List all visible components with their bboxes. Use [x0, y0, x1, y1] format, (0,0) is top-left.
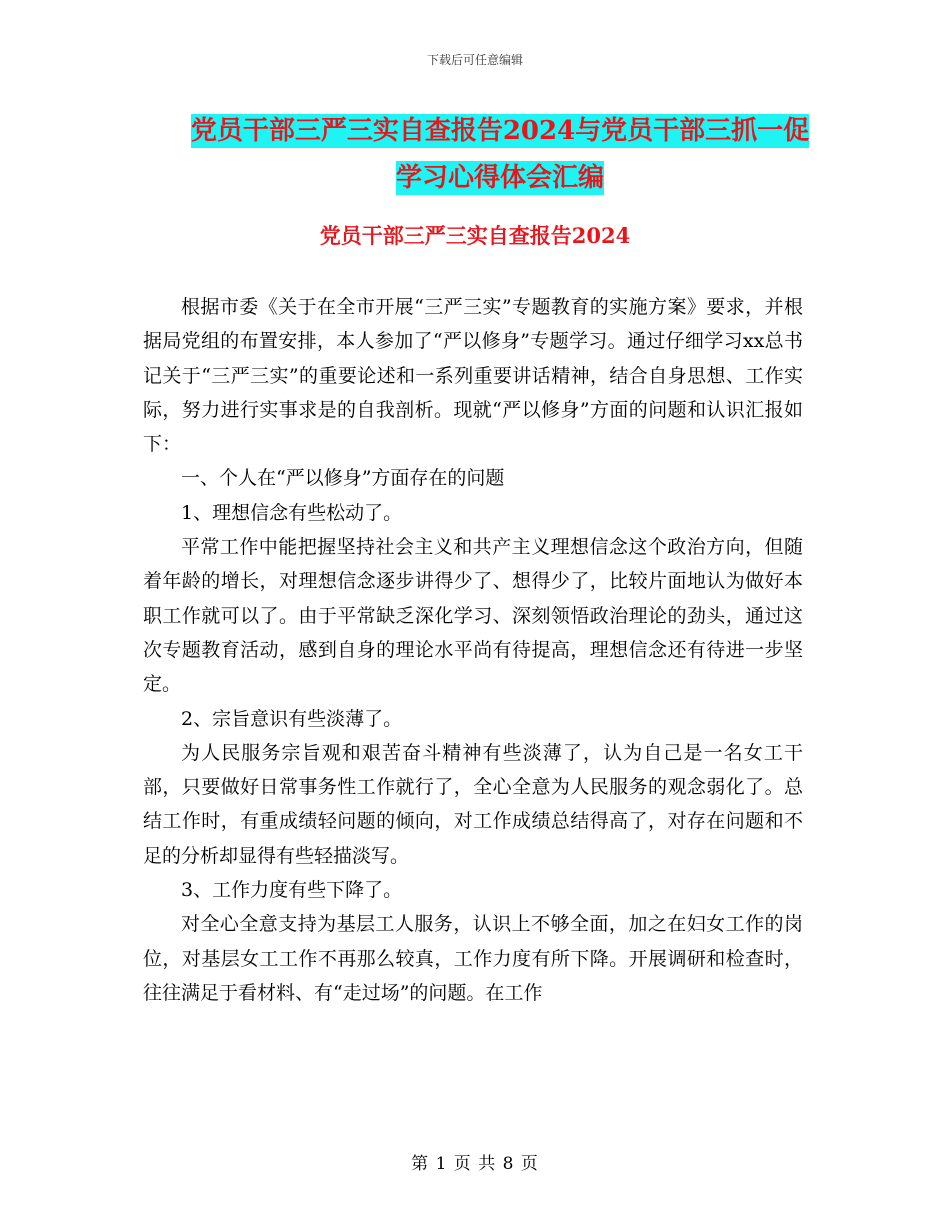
paragraph: 1、理想信念有些松动了。 — [181, 501, 403, 524]
paragraph: 对全心全意支持为基层工人服务，认识上不够全面，加之在妇女工作的岗位，对基层女工工作不再那么较真，工作力度有所下降。开展调研和检查时，往往满足于看材料、有“走过场”的问题。在工作 — [143, 913, 803, 1004]
document-title — [140, 108, 860, 202]
paragraph: 为人民服务宗旨观和艰苦奋斗精神有些淡薄了，认为自己是一名女工干部，只要做好日常事务性工作就行了，全心全意为人民服务的观念弱化了。总结工作时，有重成绩轻问题的倾向，对工作成绩总结得高了，对存在问题和不足的分析却显得有些轻描淡写。 — [143, 741, 803, 867]
document-title-line-2: 学习心得体会汇编 — [395, 163, 604, 193]
document-title-line-1: 党员干部三严三实自查报告2024与党员干部三抓一促 — [190, 116, 810, 146]
paragraph: 平常工作中能把握坚持社会主义和共产主义理想信念这个政治方向，但随着年龄的增长，对理想信念逐步讲得少了、想得少了，比较片面地认为做好本职工作就可以了。由于平常缺乏深化学习、深刻领悟政治理论的劲头，通过这次专题教育活动，感到自身的理论水平尚有待提高，理想信念还有待进一步坚定。 — [143, 536, 803, 696]
paragraph: 根据市委《关于在全市开展“三严三实”专题教育的实施方案》要求，并根据局党组的布置安排，本人参加了“严以修身”专题学习。通过仔细学习xx总书记关于“三严三实”的重要论述和一系列重要讲话精神，结合自身思想、工作实际，努力进行实事求是的自我剖析。现就“严以修身”方面的问题和认识汇报如下： — [143, 296, 803, 456]
section-title: 党员干部三严三实自查报告2024 — [319, 223, 631, 248]
body-text — [143, 290, 803, 1010]
paragraph: 2、宗旨意识有些淡薄了。 — [181, 707, 403, 730]
page-number-footer: 第 1 页 共 8 页 — [411, 1154, 539, 1174]
paragraph: 3、工作力度有些下降了。 — [181, 879, 403, 902]
paragraph: 一、个人在“严以修身”方面存在的问题 — [181, 467, 505, 490]
page-header: 下载后可任意编辑 — [426, 53, 523, 67]
